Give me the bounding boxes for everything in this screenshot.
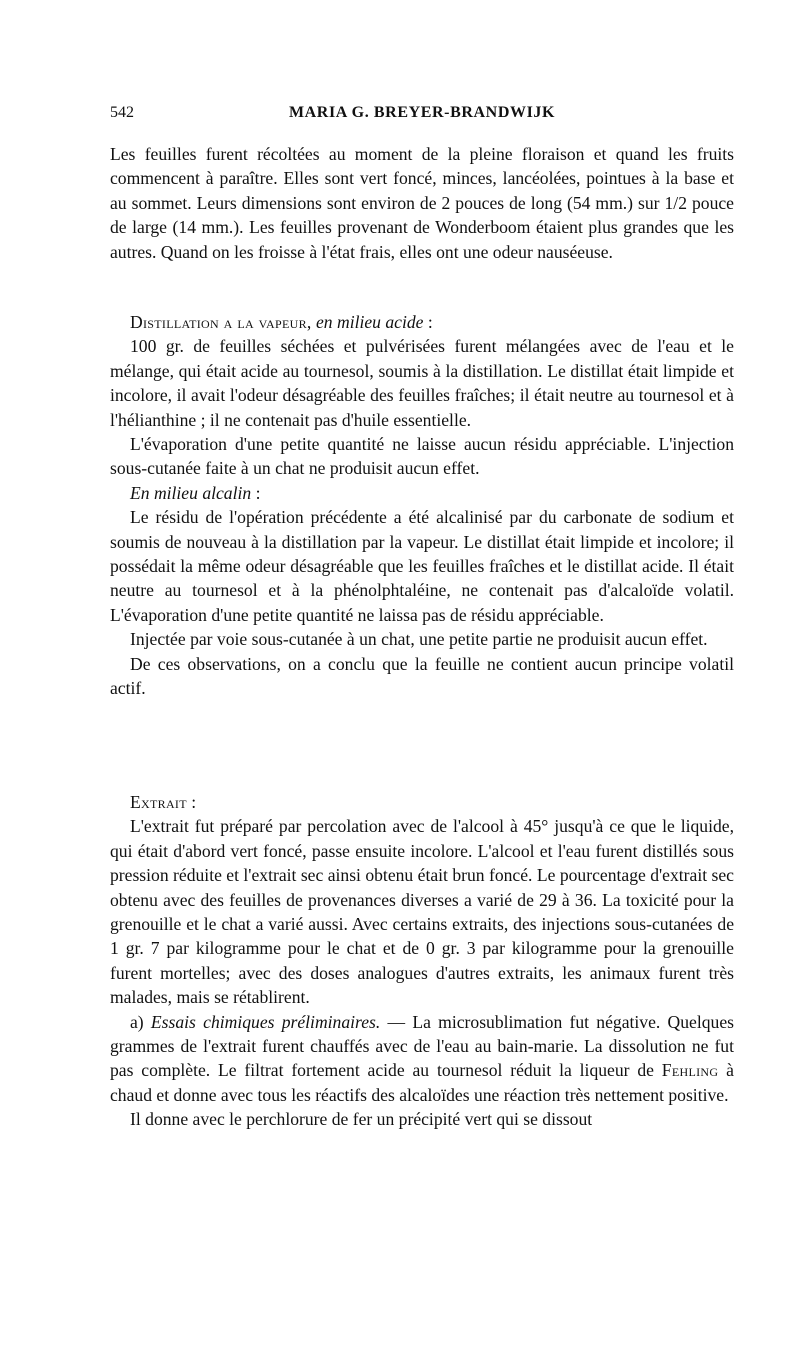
distillation-paragraph-1: 100 gr. de feuilles séchées et pulvérisées furent mélangées avec de l'eau et le mélange, qui était acide au tournesol, soumis à la distillation. Le distillat était limpide et incolore, il avait l'odeur désagréable des feuilles fraîches; il était neutre au tournesol et à l'hélianthine ; il ne contenait pas d'huile essentielle. <box>110 336 734 430</box>
extrait-heading-colon: : <box>186 792 197 812</box>
author-heading: MARIA G. BREYER-BRANDWIJK <box>288 104 556 121</box>
alkaline-subheading-colon: : <box>251 482 261 503</box>
distillation-paragraph-2: L'évaporation d'une petite quantité ne laisse aucun résidu appréciable. L'injection sous-cutanée faite à un chat ne produisit aucun effet. <box>110 434 734 479</box>
alkaline-subheading <box>110 481 734 505</box>
extrait-heading-smallcaps: Extrait <box>130 792 187 812</box>
alkaline-subheading-italic: En milieu alcalin <box>130 482 252 503</box>
extrait-heading <box>110 790 734 814</box>
extrait-paragraph-1: L'extrait fut préparé par percolation avec de l'alcool à 45° jusqu'à ce que le liquide, qui était d'abord vert foncé, passe ensuite incolore. L'alcool et l'eau furent distillés sous pression réduite et l'extrait sec ainsi obtenu était brun foncé. Le pourcentage d'extrait sec obtenu avec des feuilles de provenances diverses a varié de 29 à 36. La toxicité pour la grenouille et le chat a varié aussi. Avec certains extraits, des injections sous-cutanées de 1 gr. 7 par kilogramme pour le chat et de 0 gr. 3 par kilogramme pour la grenouille furent mortelles; avec des doses analogues d'autres extraits, les animaux furent très malades, mais se rétablirent. <box>110 816 734 1008</box>
extrait-paragraph-3: Il donne avec le perchlorure de fer un précipité vert qui se dissout <box>130 1109 593 1130</box>
extrait-section <box>110 790 734 1132</box>
extrait-paragraph-2-italic: Essais chimiques préliminaires. <box>150 1011 381 1032</box>
distillation-paragraph-4: Injectée par voie sous-cutanée à un chat, une petite partie ne produisit aucun effet. <box>130 629 708 650</box>
extrait-paragraph-2-text-b: à chaud et donne avec tous les réactifs des alcaloïdes une réaction très nettement positive. <box>110 1060 734 1105</box>
fehling-smallcaps: Fehling <box>661 1060 719 1081</box>
distillation-heading <box>110 310 734 334</box>
extrait-paragraph-2 <box>110 1010 734 1108</box>
extrait-paragraph-2-prefix: a) <box>130 1011 151 1032</box>
distillation-heading-smallcaps: Distillation a la vapeur, <box>130 312 312 332</box>
distillation-paragraph-3: Le résidu de l'opération précédente a été alcalinisé par du carbonate de sodium et soumis de nouveau à la distillation par la vapeur. Le distillat était limpide et incolore; il possédait la même odeur désagréable que les feuilles fraîches et le distillat acide. Il était neutre au tournesol et à la phénolphtaléine, ne contenait pas d'alcaloïde volatil. L'évaporation d'une petite quantité ne laissa pas de résidu appréciable. <box>110 507 734 625</box>
extrait-paragraph-2-text-a: — La microsublimation fut négative. Quelques grammes de l'extrait furent chauffés avec de l'eau au bain-marie. La dissolution ne fut pas complète. Le filtrat fortement acide au tournesol réduit la liqueur de <box>110 1011 734 1081</box>
distillation-heading-colon: : <box>423 312 433 332</box>
page-number: 542 <box>110 104 134 121</box>
intro-paragraph: Les feuilles furent récoltées au moment de la pleine floraison et quand les fruits commencent à paraître. Elles sont vert foncé, minces, lancéolées, pointues à la base et au sommet. Leurs dimensions sont environ de 2 pouces de long (54 mm.) sur 1/2 pouce de large (14 mm.). Les feuilles provenant de Wonderboom étaient plus grandes que les autres. Quand on les froisse à l'état frais, elles ont une odeur nauséeuse. <box>110 144 734 262</box>
intro-block <box>110 142 734 264</box>
running-head <box>110 104 734 126</box>
distillation-paragraph-5: De ces observations, on a conclu que la feuille ne contient aucun principe volatil actif. <box>110 653 734 699</box>
distillation-section <box>110 310 734 701</box>
distillation-heading-italic: en milieu acide <box>315 312 424 332</box>
